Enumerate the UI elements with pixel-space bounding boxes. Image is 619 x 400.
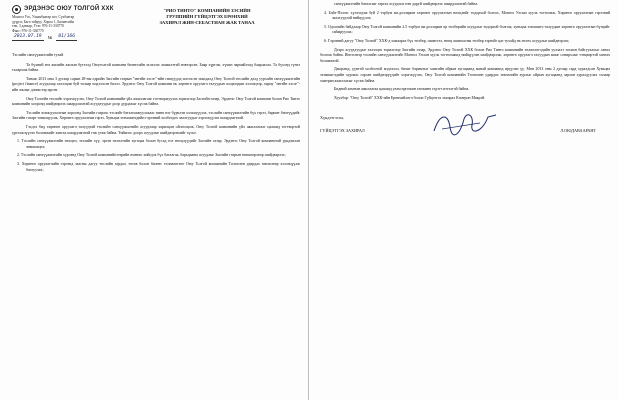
sender-address-line: Факс: 976-11-330770 (12, 28, 44, 33)
sender-address-line: Монгол Улс, Улаанбаатар хот, Сүхбаатар (12, 15, 75, 19)
reference-line (12, 35, 114, 41)
list-item (17, 139, 300, 150)
letterhead (12, 5, 300, 45)
list-item (17, 153, 300, 159)
letter-date: 2013.07.19 (14, 34, 42, 40)
recipient-block (114, 5, 300, 25)
carbon-copy-note: Хуулбар: "Оюу Толгой" ХХК-ийн Ерөнхийлөгч болон Гүйцэтгэх захирал Кэмерон Макрэй. (334, 95, 486, 100)
body-paragraph: Тэслийн зохицуулалтын хороонд Засгийн газраас тэслийг баталгаажуулахаас өмнө нэг бүрчлэн хэлэлцүүлэх, тэслийн санхүүжилтийн бүх гэрээ, баримт бичгүүдийг Засгийн газарт танилцуулж, Хөрөнгө оруулалтын гэрээ, Хувьцаа эзэмшигчдийн гэрээний холбогдох заалтуудыг хэрэгжүүлэх шаардлагатай. (12, 110, 300, 121)
list-number: 1. (17, 139, 20, 144)
list-text: Одоогийн байдлаар Оюу Толгой компанийн 2.5 тэрбум ам.долларын өр төлбөрийн асуудлыг тодорхой болгож, хувьцаа эзэмшигч талуудын хөрөнгө оруулалтын бүтцийг сайжруулах; (328, 24, 610, 35)
list-number: 5. (324, 24, 327, 29)
list-text: Бэйз-Пэлээс хүлээгдэж буй 2 тэрбум ам.долларын хөрөнгө оруулалтын нөхцлийг тодорхой болгох, Монгол Улсын хууль тогтоомж, Хөрөнгө оруулалтын гэрээний заалтуудтай нийцүүлэх; (328, 10, 610, 21)
body-paragraph: санхүүжилтийн баталгааг гаргах асуудлыг нэн даруй шийдвэрлэх шаардлагатай байна. (334, 2, 479, 6)
closing-phrase: Хүндэтгэсэн, (320, 115, 344, 121)
body-paragraph: Гэхдээ бид хөрөнгө оруулагч талуудтай төслийн санхүүжилтийн асуудлаар харилцан ойлголцож, Оюу Толгой компанийн үйл ажиллагааг цаашид тогтвортой үргэлжлүүлэх боломжийг хангах шаардлагатай гэж үзэж байна. Тиймээс доорх асуудлыг шийдвэрлэхийг хүсье. (12, 124, 300, 135)
body-paragraph: Дээрх асуудлуудыг хэлэлцэх зорилгоор Засгийн газар, Эрдэнэс Оюу Толгой ХХК болон Рио Тинто компанийн төлөөлөгчдийн уулзалт зохион байгуулахыг санал болгож байна. Ингэснээр тэслийн санхүүжилтийг Монгол Улсын хууль тогтоомжид нийцүүлэн шийдвэрлэж, хөрөнгө оруулагч талуудын ашиг сонирхлыг тэнцвэртэй хангах боломжтой. (320, 47, 610, 63)
recipient-line: "РИО ТИНТО" КОМПАНИЙН ЗЭСИЙН (163, 8, 251, 13)
sender-block (12, 5, 114, 41)
body-paragraph: Оюу Толгойн төслийг хэрэгжүүлэх, Оюу Толгой компанийн үйл ажиллагааг тогтворжуулах зорилгоор Засгийн газар, Эрдэнэс Оюу Толгой компани болон Рио Тинто компанийн хооронд шийдвэрлэх шаардлагатай асуудлуудыг доор дурдахыг хүсэж байна. (12, 96, 300, 107)
list-text: Тэслийн санхүүжилтийн нөхцөл, зээлийн хүү, эргэн төлөлтийн хугацаа болон бусад гол нөхцлүүдийг Засгийн газар, Эрдэнэс Оюу Толгой компанитай урьдчилан зөвшилцөх; (21, 139, 300, 149)
list-text: Тэслийн санхүүжилтийн хүрээнд Оюу Толгой компанийн нэрийн өмнөөс хийгдэх бүх баталгаа, барьцааны асуудлыг Засгийн газрын зөвшөөрлөөр шийдвэрлэх; (20, 153, 286, 158)
list-number: 6. (324, 38, 327, 43)
sender-address-line: дүүрэг, Бага тойруу, Хороо 1, Бизнесийн (12, 19, 74, 24)
recipient-line: ЗАХИРАЛ ЖИН-СЕБАСТИАН ЖАК ТАНАА (159, 19, 255, 25)
company-logo-icon (12, 5, 21, 14)
list-number: 4. (324, 10, 327, 15)
body-paragraph: Дашрамд, үүнтэй холбоотой мэдээлэл, бичиг баримтыг хамгийн ойрын хугацаанд манай компанид ирүүлнэ үү. Мөн 2013 оны 2 дугаар сард хуралдсан Хувьцаа эзэмшигчдийн хурлаас гарсан шийдвэрүүдийг хэрэгжүүлэх, Оюу Толгой компанийн Төлөөлөн удирдах зөвлөлийн хурлыг ойрын хугацаанд зарлан хуралдуулах талаар хамтран ажиллахыг хүсэж байна. (320, 67, 610, 83)
body-paragraph: Бидний хамтын ажиллагаа цаашид улам өргөжин хөгжинө гэдэгт итгэлтэй байна. (334, 87, 470, 92)
body-paragraph: Та бүхний энэ жилийн ажлын бүтээлд Оюутолгой компани бизнесийн эхлэлээс амжилттай нэвтэрсэн. Баяр хүргэж, хүчин чармайлтад баярлалаа. Та бүхэнд гүнээ талархаж байна. (12, 62, 300, 73)
list-text: Гэрээний дагуу "Оюу Толгой" ХХК-д хамаарах бүх төлбөр, шимтгэл, нөөц ашигласны төлбөр зэргийг цаг тухайд нь төлөх асуудлыг шийдвэрлэх; (327, 38, 570, 43)
recipient-line: ГРУППИЙН ГҮЙЦЭТГЭХ ЕРӨНХИЙ (166, 13, 248, 19)
signature-block (320, 115, 610, 155)
handwritten-signature-icon (430, 109, 500, 139)
signer-name: Л.ОЮДАВААРАНТ (560, 128, 596, 134)
letter-page-1 (0, 0, 309, 400)
list-item (324, 10, 610, 22)
list-item (324, 24, 610, 36)
list-text: Хөрөнгө оруулагчийн гэрээнд заасны дагуу төслийн зардал, төсөв болон бизнес төлөвлөгөөг Оюу Толгой компанийн Төлөөлөн удирдах зөвлөлөөр хэлэлцүүлж батлуулах; (21, 161, 300, 172)
list-item (324, 38, 610, 45)
sender-address-line: төв, 3 давхар, Утас 976-11-330770 (12, 24, 64, 29)
list-item (17, 161, 300, 173)
list-number: 3. (17, 161, 20, 166)
ref-number: 01/166 (58, 34, 75, 40)
signer-title: ГҮЙЦЭТГЭХ ЗАХИРАЛ (320, 128, 365, 134)
letter-page-2 (310, 0, 619, 400)
ref-prefix: № (47, 34, 53, 40)
subject-line: Тэслийн санхүүжилтийн тухай (12, 53, 64, 57)
body-paragraph: Танаас 2013 оны 3 дугаар сарын 28-ны өдрийн Засгийн газрын "эвтэйн хэсэг"-ийн гишүүдэд илгээсэн захидалд Оюу Толгой төслийн далд уурхайн санхүүжилтийн (project finance) асуудлаар хэлэлцэж буй талаар мэдээлсэн билээ. Эрдэнэс Оюу Толгой компани нь хөрөнгө оруулагч талуудын хоорондын хэлэлцээр, хариу "эвтэйн хэсэг"-ийн ажлыг дэмжсээр ирсэн. (12, 76, 300, 92)
list-number: 2. (17, 153, 20, 158)
company-name: ЭРДЭНЭС ОЮУ ТОЛГОЙ ХХК (24, 6, 114, 12)
